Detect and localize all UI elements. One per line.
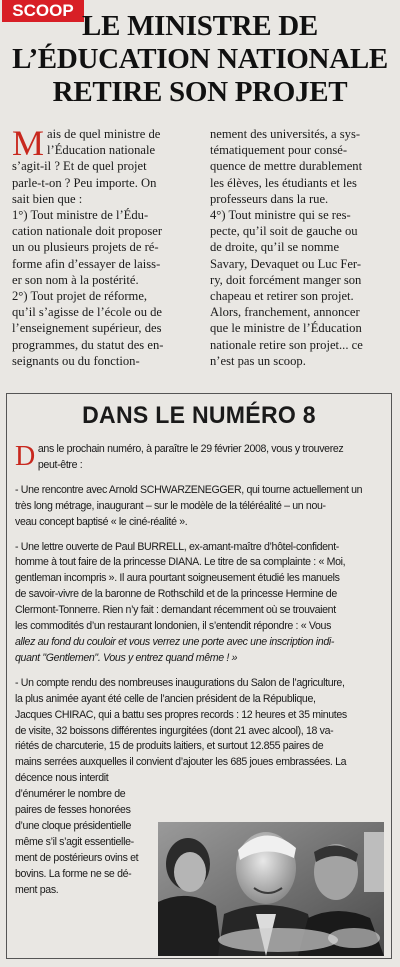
box-line: paires de fesses honorées [15, 804, 131, 817]
article-line: nationale retire son projet... ce [210, 337, 363, 352]
box-line: ment de postérieurs ovins et [15, 851, 139, 864]
box-title: DANS LE NUMÉRO 8 [82, 402, 316, 429]
box-line: très long métrage, inaugurant – sur le modèle de la téléréalité – un nou- [15, 499, 326, 512]
article-column-right [210, 126, 388, 369]
article-line: programmes, du statut des en- [12, 337, 164, 352]
box-line: peut-être : [37, 458, 83, 471]
article-line: n’est pas un scoop. [210, 353, 306, 368]
box-line: décence nous interdit [15, 772, 109, 785]
box-line: quant "Gentlemen". Vous y entrez quand même ! » [15, 651, 238, 664]
box-line: ans le prochain numéro, à paraître le 29 février 2008, vous y trouverez [37, 443, 344, 455]
box-line: gentleman incompris ». Il aura pourtant soigneusement étudié les manuels [15, 572, 340, 585]
photo-illustration [158, 822, 384, 956]
headline-line: RETIRE SON PROJET [52, 76, 348, 108]
article-line: ais de quel ministre de [47, 127, 161, 141]
box-line: d’une cloque présidentielle [15, 819, 131, 832]
box-line: de savoir-vivre de la baronne de Rothschild et de la princesse Hermine de [15, 588, 337, 601]
article-line: forme afin d’essayer de laiss- [12, 256, 161, 271]
box-line: - Un compte rendu des nombreuses inaugurations du Salon de l’agriculture, [15, 676, 345, 689]
article-line: Alors, franchement, annoncer [210, 305, 360, 320]
article-line: professeurs dans la rue. [210, 191, 329, 206]
article-line: l’Éducation nationale [47, 143, 156, 158]
chirac-photo [158, 822, 384, 956]
box-dropcap: D [15, 441, 35, 472]
box-line: de visite, 32 boissons différentes ingurgitées (dont 21 avec alcool), 18 va- [15, 724, 334, 737]
box-line: - Une rencontre avec Arnold SCHWARZENEGGER, qui tourne actuellement un [15, 483, 363, 496]
article-line: quence de mettre durablement [210, 159, 363, 174]
box-narrow-column [15, 771, 163, 898]
box-line: la plus animée ayant été celle de l’ancien président de la République, [15, 692, 316, 705]
box-item-burrell [15, 540, 387, 667]
box-line: homme à tout faire de la princesse DIANA. Le titre de sa complainte : « Moi, [15, 556, 346, 569]
article-line: Savary, Devaquet ou Luc Fer- [210, 256, 362, 271]
box-line: d’énumérer le nombre de [15, 788, 126, 801]
box-line: mains serrées auxquelles il convient d’ajouter les 685 joues embrassées. La [15, 756, 347, 769]
box-line: - Une lettre ouverte de Paul BURRELL, ex-amant-maître d’hôtel-confident- [15, 540, 339, 553]
box-line: bovins. La forme ne se dé- [15, 867, 132, 880]
article-line: tématiquement pour consé- [210, 143, 348, 158]
article-line: nement des universités, a sys- [210, 127, 361, 141]
article-line: 1°) Tout ministre de l’Édu- [12, 208, 149, 223]
article-line: parle-t-on ? Peu importe. On [12, 175, 157, 190]
article-line: que le ministre de l’Éducation [210, 321, 362, 336]
article-line: sait bien que : [12, 191, 83, 206]
article-line: les élèves, les étudiants et les [210, 175, 357, 190]
box-line: les commodités d’un restaurant londonien, il s’entendit répondre : « Vous [15, 620, 332, 633]
headline [4, 10, 396, 109]
article-line: pecte, qu’il soit de gauche ou [210, 224, 358, 239]
box-line: Jacques CHIRAC, qui a battu ses propres records : 12 heures et 35 minutes [15, 708, 347, 721]
article-dropcap: M [12, 123, 45, 163]
article-line: chapeau et retirer son projet. [210, 289, 354, 304]
article-line: un ou plusieurs projets de ré- [12, 240, 159, 255]
article-line: 2°) Tout projet de réforme, [12, 289, 148, 304]
article-line: 4°) Tout ministre qui se res- [210, 208, 351, 223]
box-line: veau concept baptisé « le ciné-réalité ». [15, 515, 188, 528]
article-line: qu’il s’agisse de l’école ou de [12, 305, 163, 320]
box-line: Clermont-Tonnerre. Rien n’y fait : demandant récemment où se trouvaient [15, 604, 336, 617]
box-line: riétés de charcuterie, 15 de produits laitiers, et surtout 12.855 paires de [15, 740, 324, 753]
article-line: seignants ou du fonction- [12, 353, 140, 368]
box-line: même s’il s’agit essentielle- [15, 835, 134, 848]
article-line: l’enseignement supérieur, des [12, 321, 162, 336]
box-line: ment pas. [15, 883, 59, 896]
article-column-left [12, 123, 190, 369]
article-line: cation nationale doit proposer [12, 224, 163, 239]
article-line: de droite, qu’il se nomme [210, 240, 340, 255]
box-line: allez au fond du couloir et vous verrez une porte avec une inscription indi- [15, 635, 335, 648]
article-line: s’agit-il ? Et de quel projet [12, 159, 147, 174]
headline-line: LE MINISTRE DE [82, 10, 318, 42]
box-intro [15, 442, 387, 474]
box-item-schwarzenegger [15, 483, 387, 531]
scoop-tag: SCOOP [2, 0, 84, 22]
article-line: er son nom à la postérité. [12, 272, 139, 287]
headline-line: L’ÉDUCATION NATIONALE [12, 43, 388, 75]
article-line: ry, doit forcément manger son [210, 272, 362, 287]
